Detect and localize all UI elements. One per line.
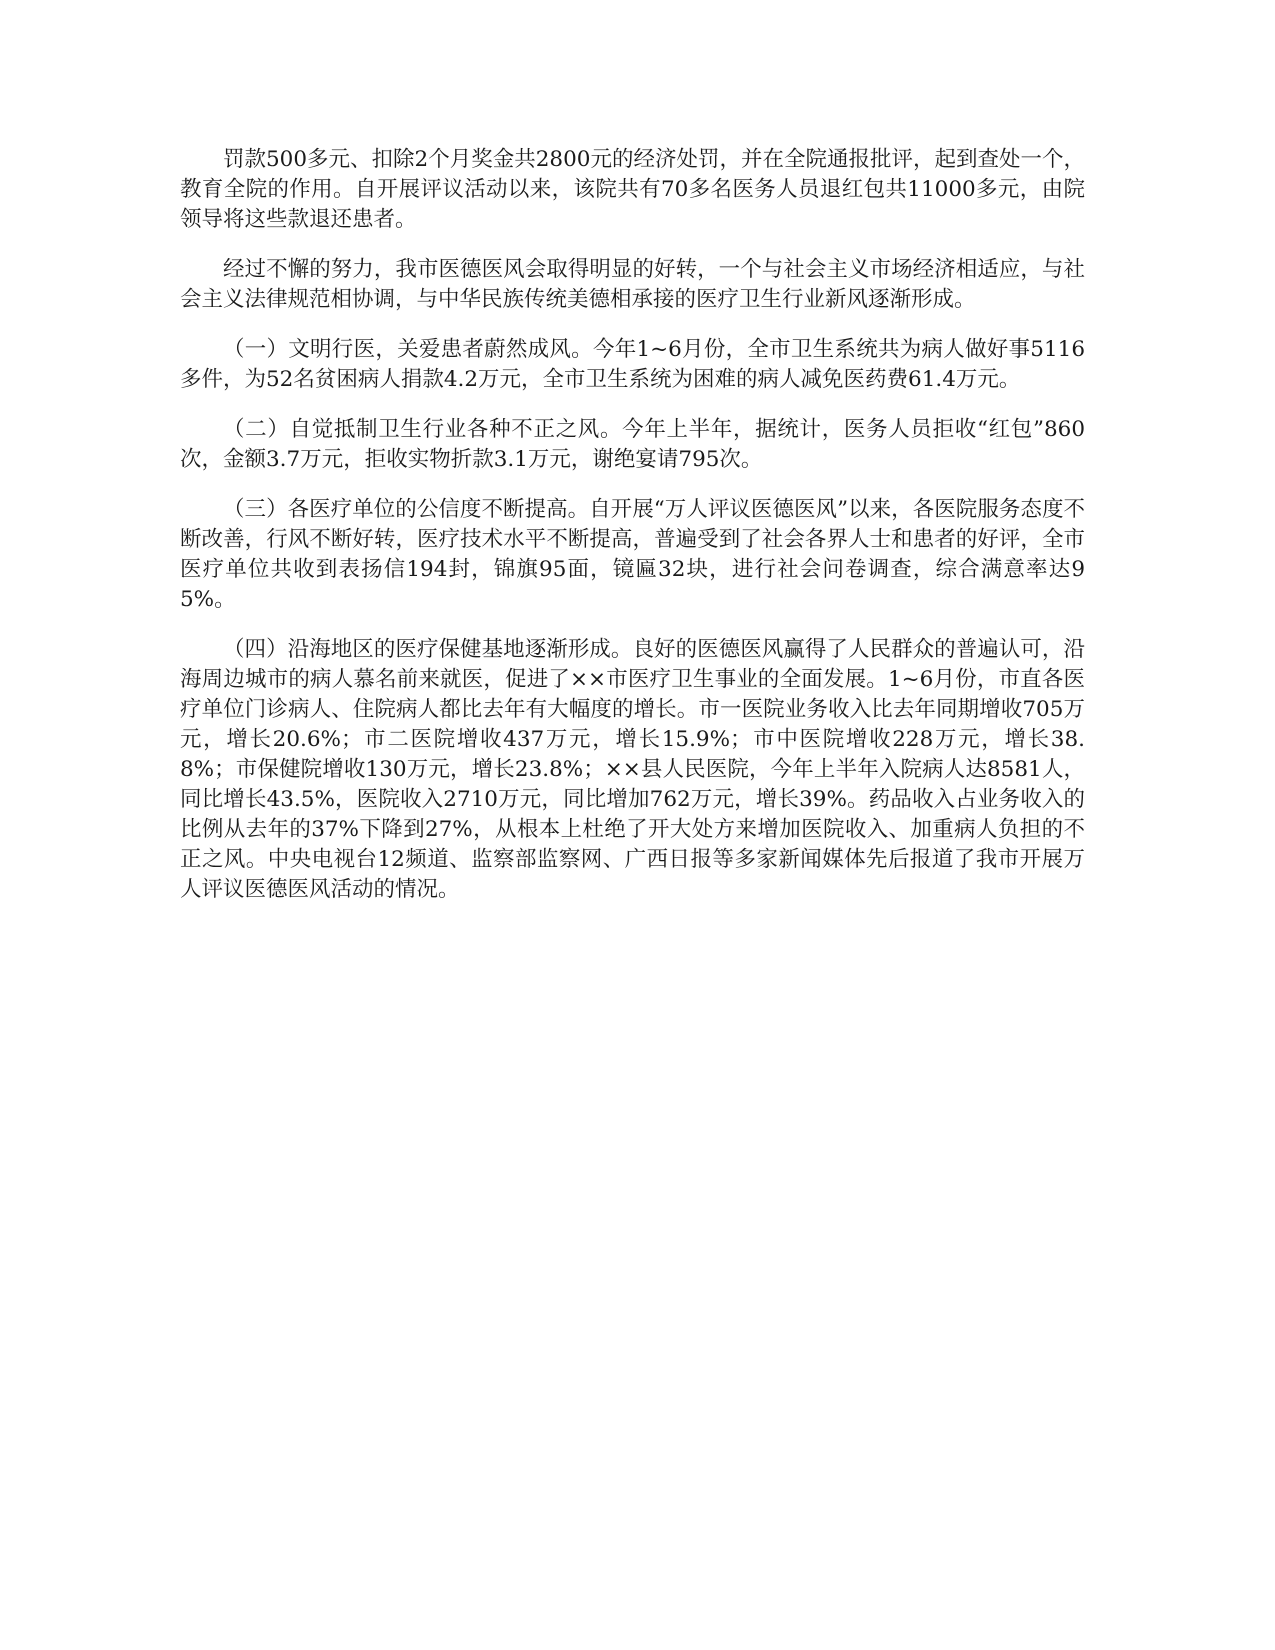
paragraph-section-4: （四）沿海地区的医疗保健基地逐渐形成。良好的医德医风赢得了人民群众的普遍认可，沿海周边城市的病人慕名前来就医，促进了××市医疗卫生事业的全面发展。1~6月份，市直各医疗单位门诊病人、住院病人都比去年有大幅度的增长。市一医院业务收入比去年同期增收705万元，增长20.6%；市二医院增收437万元，增长15.9%；市中医院增收228万元，增长38.8%；市保健院增收130万元，增长23.8%；××县人民医院，今年上半年入院病人达8581人，同比增长43.5%，医院收入2710万元，同比增加762万元，增长39%。药品收入占业务收入的比例从去年的37%下降到27%，从根本上杜绝了开大处方来增加医院收入、加重病人负担的不正之风。中央电视台12频道、监察部监察网、广西日报等多家新闻媒体先后报道了我市开展万人评议医德医风活动的情况。 [180, 637, 1085, 902]
paragraph-improvement: 经过不懈的努力，我市医德医风会取得明显的好转，一个与社会主义市场经济相适应，与社会主义法律规范相协调，与中华民族传统美德相承接的医疗卫生行业新风逐渐形成。 [180, 257, 1085, 312]
paragraph-section-1: （一）文明行医，关爱患者蔚然成风。今年1~6月份，全市卫生系统共为病人做好事5116多件，为52名贫困病人捐款4.2万元，全市卫生系统为困难的病人减免医药费61.4万元。 [180, 337, 1085, 392]
paragraph-section-2: （二）自觉抵制卫生行业各种不正之风。今年上半年，据统计，医务人员拒收“红包”860次，金额3.7万元，拒收实物折款3.1万元，谢绝宴请795次。 [180, 417, 1085, 472]
paragraph-section-3: （三）各医疗单位的公信度不断提高。自开展“万人评议医德医风”以来，各医院服务态度不断改善，行风不断好转，医疗技术水平不断提高，普遍受到了社会各界人士和患者的好评，全市医疗单位共收到表扬信194封，锦旗95面，镜匾32块，进行社会问卷调查，综合满意率达95%。 [180, 497, 1085, 612]
paragraph-penalty: 罚款500多元、扣除2个月奖金共2800元的经济处罚，并在全院通报批评，起到查处一个，教育全院的作用。自开展评议活动以来，该院共有70多名医务人员退红包共11000多元，由院领导将这些款退还患者。 [180, 147, 1085, 232]
document-body [180, 145, 1085, 925]
